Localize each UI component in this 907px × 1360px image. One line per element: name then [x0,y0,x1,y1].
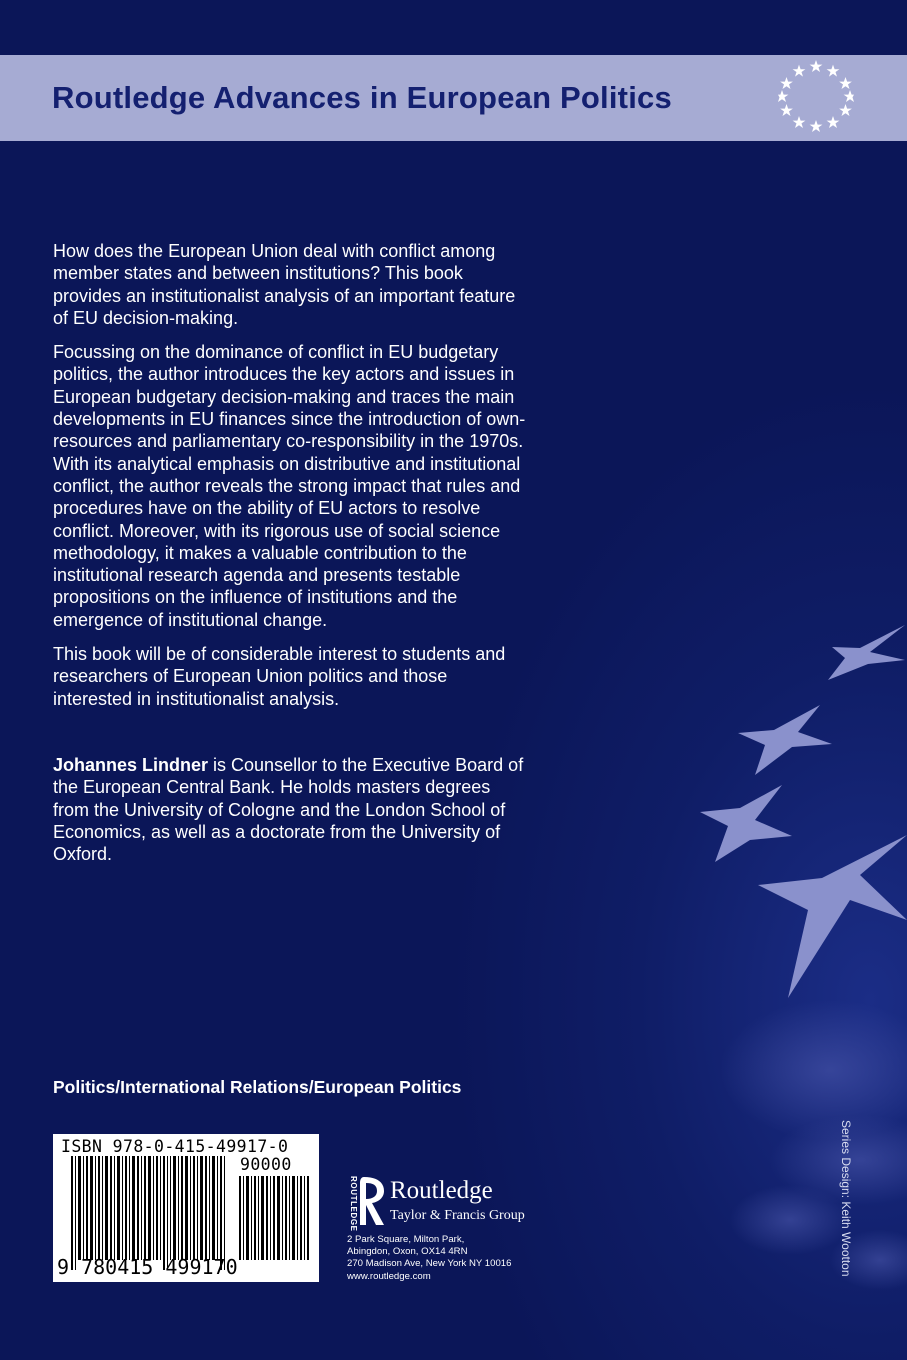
address-line: 270 Madison Ave, New York NY 10016 [347,1258,512,1270]
isbn-text: ISBN 978-0-415-49917-0 [61,1137,289,1156]
large-stars-icon [560,600,907,1360]
eu-stars-icon [778,60,854,132]
description-paragraph: This book will be of considerable interest to students and researchers of European Union politics and those interested in institutionalist analysis. [53,644,506,709]
star-shape [758,835,907,998]
publisher-name: Routledge [390,1177,493,1204]
description-paragraph: Focussing on the dominance of conflict in EU budgetary politics, the author introduces the key actors and issues in European budgetary decision-making and traces the main developments in EU finances since the introduction of own-resources and parliamentary co-responsibility in the 1970s. With its analytical emphasis on distributive and institutional conflict, the author reveals the strong impact that rules and procedures have on the ability of EU actors to resolve conflict. Moreover, with its rigorous use of social science methodology, it makes a valuable contribution to the institutional research agenda and presents testable propositions on the influence of institutions and the emergence of institutional change. [53,342,526,630]
author-bio [53,754,531,865]
series-title: Routledge Advances in European Politics [52,80,672,115]
publisher-address [347,1234,511,1283]
routledge-logo-icon [358,1175,386,1227]
series-design-credit [836,1120,854,1290]
star-shape [700,785,792,862]
price-code: 90000 [240,1155,292,1174]
star-shape [738,705,832,775]
series-design-credit-text: Series Design: Keith Wootton [839,1120,853,1277]
subject-category: Politics/International Relations/European Politics [53,1077,462,1097]
author-name: Johannes Lindner [53,755,209,775]
barcode-digits: 9 780415 499170 [57,1255,238,1279]
address-line: Abingdon, Oxon, OX14 4RN [347,1246,468,1258]
description-paragraph: How does the European Union deal with conflict among member states and between institutions? This book provides an institutionalist analysis of an important feature of EU decision-making. [53,241,516,328]
isbn-barcode [53,1134,319,1282]
publisher-website: www.routledge.com [347,1270,431,1282]
author-bio-text: is Counsellor to the Executive Board of the European Central Bank. He holds masters degrees from the University of Cologne and the London School of Economics, as well as a doctorate from the University of Oxford. [53,755,524,865]
description [53,240,531,722]
star-shape [828,625,905,680]
publisher-group: Taylor & Francis Group [390,1208,525,1223]
address-line: 2 Park Square, Milton Park, [347,1234,465,1245]
publisher-vertical-text: ROUTLEDGE [349,1176,358,1232]
